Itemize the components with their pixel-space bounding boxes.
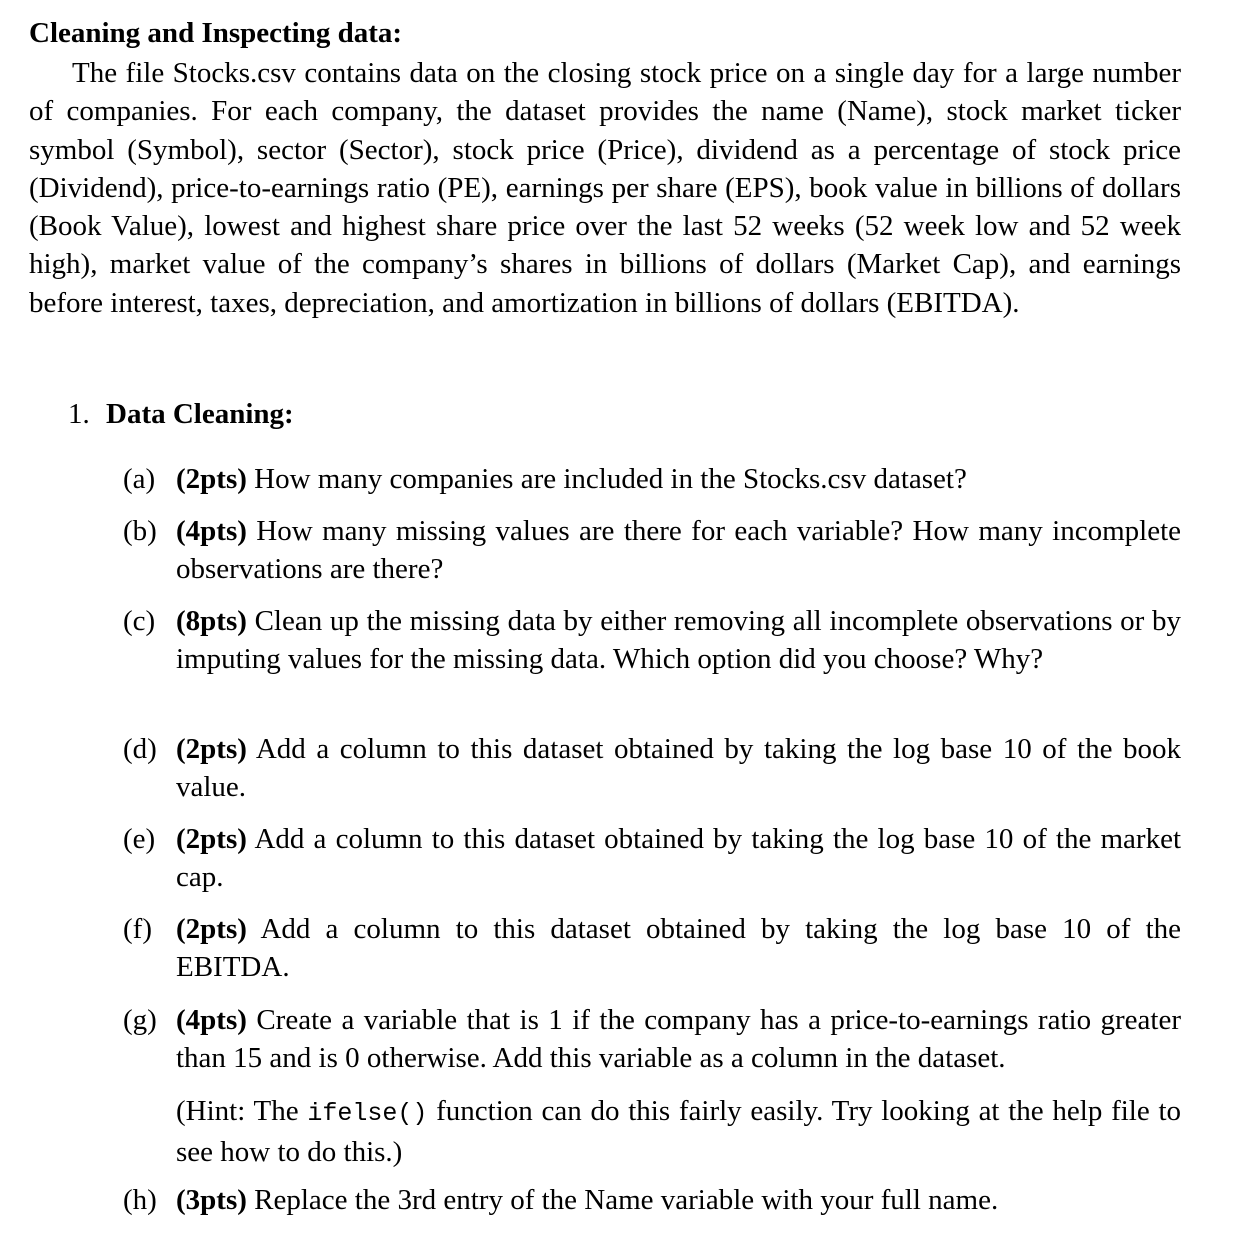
item-text: How many companies are included in the Stocks.csv dataset? xyxy=(254,463,967,495)
item-label: (f) xyxy=(123,913,152,945)
item-label: (e) xyxy=(123,823,156,855)
item-g xyxy=(123,1001,1181,1078)
item-points: (2pts) xyxy=(176,823,247,855)
item-label: (g) xyxy=(123,1004,157,1036)
item-text: Add a column to this dataset obtained by taking the log base 10 of the market cap. xyxy=(176,823,1181,894)
item-points: (4pts) xyxy=(176,1004,247,1036)
item-points: (2pts) xyxy=(176,913,247,945)
item-points: (3pts) xyxy=(176,1184,247,1216)
item-points: (4pts) xyxy=(176,515,247,547)
item-points: (2pts) xyxy=(176,463,247,495)
hint-paragraph xyxy=(176,1092,1181,1172)
item-label: (h) xyxy=(123,1184,157,1216)
question-1-heading xyxy=(68,395,294,433)
item-label: (d) xyxy=(123,733,157,765)
item-text: Add a column to this dataset obtained by taking the log base 10 of the EBITDA. xyxy=(176,913,1182,984)
item-label: (c) xyxy=(123,605,156,637)
intro-paragraph: The file Stocks.csv contains data on the closing stock price on a single day for a large number of companies. For each company, the dataset provides the name (Name), stock market ticker symbol (Symbol), sector (Sector), stock price (Price), dividend as a percentage of stock price (Dividend), price-to-earnings ratio (PE), earnings per share (EPS), book value in billions of dollars (Book Value), lowest and highest share price over the last 52 weeks (52 week low and 52 week high), market value of the company’s shares in billions of dollars (Market Cap), and earnings before interest, taxes, depreciation, and amortization in billions of dollars (EBITDA). xyxy=(29,57,1181,319)
item-points: (2pts) xyxy=(176,733,247,765)
item-text: Clean up the missing data by either removing all incomplete observations or by imputing values for the missing data. Which option did you choose? Why? xyxy=(176,605,1181,676)
item-text: Replace the 3rd entry of the Name variable with your full name. xyxy=(254,1184,999,1216)
item-label: (a) xyxy=(123,463,156,495)
item-h xyxy=(123,1181,1181,1219)
section-heading: Cleaning and Inspecting data: xyxy=(29,17,403,49)
hint-before: (Hint: The xyxy=(176,1095,299,1127)
item-b xyxy=(123,512,1181,589)
item-label: (b) xyxy=(123,515,157,547)
item-text: How many missing values are there for each variable? How many incomplete observations are there? xyxy=(176,515,1181,586)
question-title: Data Cleaning: xyxy=(106,398,294,430)
item-f xyxy=(123,910,1181,987)
hint-code: ifelse() xyxy=(307,1099,428,1128)
item-text: Create a variable that is 1 if the company has a price-to-earnings ratio greater than 15 and is 0 otherwise. Add this variable as a column in the dataset. xyxy=(176,1004,1182,1075)
item-points: (8pts) xyxy=(176,605,247,637)
item-a xyxy=(123,460,1181,498)
item-d xyxy=(123,730,1181,807)
hint-after: function can do this fairly easily. Try looking at the help file to see how to do this.) xyxy=(176,1095,1182,1169)
item-text: Add a column to this dataset obtained by taking the log base 10 of the book value. xyxy=(176,733,1181,804)
item-e xyxy=(123,820,1181,897)
question-number: 1. xyxy=(68,398,90,430)
item-c xyxy=(123,602,1181,679)
